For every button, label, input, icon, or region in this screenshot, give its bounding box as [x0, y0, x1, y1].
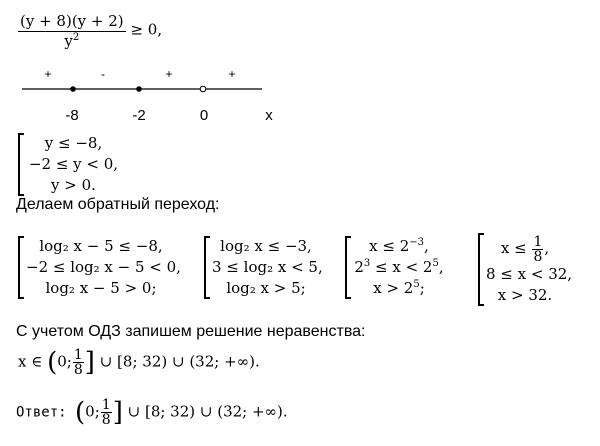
- number-line-label-zero: 0: [199, 107, 209, 124]
- inequality: [18, 12, 162, 49]
- fraction-one-eighth: $\frac{1}{8}$: [101, 397, 111, 428]
- final-system-4-line: x > 32.: [497, 285, 553, 304]
- y-solution-line: y ≤ −8,: [44, 134, 103, 152]
- inequality-numerator: (y + 8)(y + 2): [20, 12, 124, 30]
- fraction-one-eighth: $\frac{1}{8}$: [73, 347, 83, 378]
- number-line-variable: x: [265, 107, 273, 124]
- final-system-4: [478, 233, 573, 306]
- log-system-2-line: log₂ x > 5;: [226, 279, 306, 297]
- y-solution-line: −2 ≤ y < 0,: [28, 155, 119, 173]
- number-line-label-minus8: -8: [65, 107, 79, 124]
- log-system-1-line: log₂ x − 5 > 0;: [45, 279, 157, 297]
- final-system-4-line: 8 ≤ x < 32,: [486, 264, 573, 283]
- number-line-point-zero: [200, 86, 206, 92]
- number-line-sign-1: +: [44, 67, 52, 81]
- fraction-one-eighth: $\frac{1}{8}$: [533, 233, 543, 265]
- answer-line: Ответ: (0; $\frac{1}{8}$ ] ∪ [8; 32) ∪ (32; +∞).: [16, 397, 288, 428]
- number-line-sign-2: -: [101, 67, 105, 81]
- power-system-3: [345, 236, 445, 299]
- reverse-heading: Делаем обратный переход:: [16, 196, 220, 213]
- log-system-2-line: log₂ x ≤ −3,: [220, 237, 312, 255]
- number-line-label-minus2: -2: [132, 107, 146, 124]
- number-line-sign-4: +: [228, 67, 236, 81]
- log-system-1: [18, 236, 181, 299]
- number-line-sign-3: +: [165, 67, 173, 81]
- y-solution-set: [18, 133, 121, 196]
- power-system-3-line: $x \le 2^{-3}$,: [369, 237, 429, 255]
- solution-line: x ∈ (0; $\frac{1}{8}$ ] ∪ [8; 32) ∪ (32; +∞).: [18, 347, 260, 378]
- log-system-2: [204, 236, 323, 299]
- power-system-3-line: $2^3 \le x < 2^5$,: [354, 258, 444, 276]
- number-line-point-minus2: [136, 86, 142, 92]
- inequality-relation: ≥ 0,: [130, 20, 163, 39]
- answer-label: Ответ:: [16, 404, 76, 421]
- y-solution-line: y > 0.: [51, 176, 96, 194]
- power-system-3-line: $x > 2^5$;: [373, 279, 425, 297]
- number-line-point-minus8: [70, 86, 76, 92]
- inequality-fraction: [18, 12, 126, 49]
- log-system-2-line: 3 ≤ log₂ x < 5,: [212, 258, 323, 276]
- final-system-4-line: x ≤ $\frac{1}{8}$ ,: [500, 233, 550, 265]
- inequality-denominator: $y^2$: [64, 32, 80, 50]
- log-system-1-line: −2 ≤ log₂ x − 5 < 0,: [26, 258, 181, 276]
- log-system-1-line: log₂ x − 5 ≤ −8,: [39, 237, 163, 255]
- odz-heading: С учетом ОДЗ запишем решение неравенства:: [16, 323, 366, 340]
